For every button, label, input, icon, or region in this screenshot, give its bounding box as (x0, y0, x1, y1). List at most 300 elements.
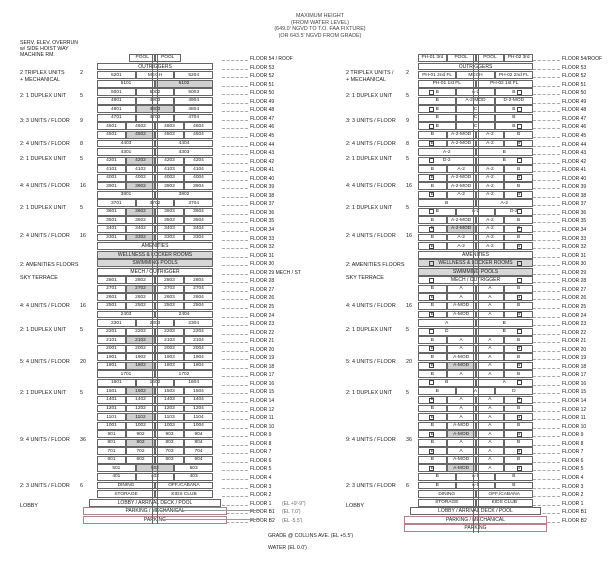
unit-marker (429, 124, 434, 129)
unit-cell: 3403 (155, 225, 184, 233)
unit-cell: A (476, 422, 505, 430)
unit-marker (429, 363, 434, 368)
unit-count: 5 (406, 327, 409, 333)
unit-cell: 3801 (97, 191, 155, 199)
unit-cell: A (456, 387, 494, 395)
unit-cell: 4101 (97, 165, 126, 173)
section-mark (214, 270, 222, 276)
floor-leader-line (533, 137, 560, 138)
floor-band: LOBBY / ARRIVAL DECK / POOL (410, 507, 541, 515)
unit-cell: B (418, 122, 456, 130)
unit-cell: 601 (97, 456, 126, 464)
unit-cell: 4901 (97, 97, 136, 105)
unit-cell: B (418, 97, 456, 105)
unit-cell: A-2 (447, 191, 476, 199)
floor-label: FLOOR 42 (250, 158, 275, 165)
unit-group-label: 3: 3 UNITS / FLOOR (20, 118, 70, 124)
floor-leader-line (533, 317, 560, 318)
unit-cell: B (504, 405, 533, 413)
unit-group-label: 2: 4 UNITS / FLOOR (20, 233, 70, 239)
unit-cell: 3503 (155, 216, 184, 224)
unit-cell: B (504, 370, 533, 378)
floor-label: FLOOR 46 (562, 124, 587, 131)
unit-cell: 2104 (184, 336, 213, 344)
floor-leader-line (222, 317, 248, 318)
unit-cell: 1503 (155, 387, 184, 395)
floor-label: FLOOR 8 (250, 440, 272, 447)
unit-cell: B (504, 165, 533, 173)
unit-marker (429, 209, 434, 214)
unit-count: 5 (80, 327, 83, 333)
floor-label: FLOOR 5 (562, 466, 584, 473)
unit-cell: B (504, 140, 533, 148)
unit-marker (517, 449, 522, 454)
unit-cell: 1702 (155, 370, 213, 378)
floor-band: PARKING / MECHANICAL (404, 516, 547, 524)
unit-cell: 1802 (126, 362, 155, 370)
section-mark (214, 466, 222, 472)
floor-label: FLOOR 54 / ROOF (250, 56, 293, 62)
unit-cell: 4503 (155, 131, 184, 139)
floor-band: WELLNESS & LOCKER ROOMS (418, 259, 533, 267)
unit-marker (517, 295, 522, 300)
unit-cell: A (476, 464, 505, 472)
floor-label: FLOOR 11 (562, 415, 586, 422)
unit-marker (517, 192, 522, 197)
floor-label: FLOOR 54/ROOF (562, 56, 603, 62)
unit-group-label: LOBBY (20, 503, 38, 509)
floor-label: FLOOR 46 (250, 124, 275, 131)
unit-cell: 3603 (155, 208, 184, 216)
unit-cell: DINING (418, 490, 476, 498)
unit-cell: 5102 (155, 80, 213, 88)
unit-cell: 2701 (97, 285, 126, 293)
unit-cell: 603 (155, 456, 184, 464)
unit-cell: A (447, 447, 476, 455)
unit-marker (517, 432, 522, 437)
section-mark (214, 458, 222, 464)
floor-label: FLOOR 16 (250, 380, 275, 387)
unit-cell: 2403 (97, 311, 155, 319)
unit-cell: A-2 (476, 140, 505, 148)
unit-cell: 4602 (126, 122, 155, 130)
unit-cell: A-2 (418, 148, 476, 156)
floor-label: FLOOR 49 (250, 98, 275, 105)
section-mark (214, 492, 222, 498)
unit-marker (517, 312, 522, 317)
unit-cell: B (418, 174, 447, 182)
unit-cell: 804 (184, 439, 213, 447)
floor-label: FLOOR 7 (250, 449, 272, 456)
floor-label: FLOOR 22 (250, 329, 275, 336)
unit-cell: 2201 (97, 328, 126, 336)
unit-cell: A-MOD (447, 302, 476, 310)
floor-leader-line (222, 393, 248, 394)
unit-cell: 4701 (97, 114, 136, 122)
unit-cell: 1804 (184, 362, 213, 370)
unit-cell: 4903 (136, 97, 175, 105)
floor-band: OUTRIGGERS (418, 63, 533, 71)
floor-label: FLOOR 11 (250, 415, 274, 422)
floor-leader-line (222, 248, 248, 249)
floor-leader-line (533, 445, 560, 446)
floor-leader-line (222, 445, 248, 446)
section-mark (214, 304, 222, 310)
unit-cell: 3501 (97, 216, 126, 224)
floor-label: FLOOR 20 (562, 346, 587, 353)
section-mark (214, 475, 222, 481)
unit-group-label: 9: 4 UNITS / FLOOR (346, 437, 396, 443)
unit-cell: A-2 (476, 131, 505, 139)
unit-marker (429, 432, 434, 437)
floor-leader-line (533, 197, 560, 198)
unit-cell: 3301 (97, 234, 126, 242)
section-mark (214, 398, 222, 404)
unit-cell: B (418, 387, 456, 395)
floor-leader-line (222, 163, 248, 164)
unit-cell: B (418, 114, 456, 122)
unit-cell: 3402 (126, 225, 155, 233)
floor-label: FLOOR 26 (250, 295, 275, 302)
unit-cell: B (418, 242, 447, 250)
unit-cell: PH-01 2nd FL (418, 71, 456, 79)
unit-marker (429, 295, 434, 300)
unit-cell: 602 (126, 456, 155, 464)
floor-band: AMENITIES (97, 242, 213, 250)
floor-leader-line (222, 368, 248, 369)
unit-cell: A-MOD (447, 353, 476, 361)
unit-cell: 903 (155, 430, 184, 438)
unit-cell: B (418, 234, 447, 242)
section-mark (214, 159, 222, 165)
unit-cell: 3701 (97, 199, 136, 207)
unit-cell: A (476, 396, 505, 404)
unit-cell: A (476, 293, 505, 301)
unit-count: 5 (406, 156, 409, 162)
floor-leader-line (533, 342, 560, 343)
unit-cell: A-2-MOD (447, 225, 476, 233)
unit-cell: 5003 (174, 88, 213, 96)
section-mark (214, 407, 222, 413)
floor-leader-line (533, 111, 560, 112)
unit-marker (517, 346, 522, 351)
unit-cell: 501 (97, 464, 136, 472)
max-height-line: MAXIMUM HEIGHT (296, 13, 344, 19)
floor-label: FLOOR 40 (250, 175, 275, 182)
floor-leader-line (533, 231, 560, 232)
unit-cell: 4003 (155, 174, 184, 182)
unit-cell: B (476, 157, 534, 165)
floor-label: FLOOR 39 (250, 184, 275, 191)
unit-marker (517, 107, 522, 112)
unit-marker (429, 107, 434, 112)
unit-cell: A (476, 345, 505, 353)
unit-cell: 4103 (155, 165, 184, 173)
unit-cell: 3903 (155, 182, 184, 190)
unit-cell: 2602 (126, 293, 155, 301)
unit-cell: 1904 (184, 353, 213, 361)
floor-label: FLOOR 29 (562, 269, 587, 276)
section-mark (214, 432, 222, 438)
unit-cell: 3303 (155, 234, 184, 242)
unit-cell: B (418, 302, 447, 310)
floor-band: LOBBY / ARRIVAL DECK / POOL (89, 499, 221, 507)
unit-cell: 3404 (184, 225, 213, 233)
floor-leader-line (222, 334, 248, 335)
unit-cell: 1502 (126, 387, 155, 395)
floor-leader-line (533, 299, 560, 300)
unit-marker (429, 312, 434, 317)
floor-leader-line (222, 274, 248, 275)
unit-marker (517, 363, 522, 368)
unit-cell: A (476, 405, 505, 413)
floor-leader-line (533, 205, 560, 206)
floor-band: AMENITIES (418, 251, 533, 259)
unit-cell: B (495, 473, 533, 481)
unit-cell: 1402 (126, 396, 155, 404)
unit-cell: A-2-MOD (456, 97, 494, 105)
unit-cell: PH-02 1st FL (476, 80, 534, 88)
unit-cell: 4203 (155, 157, 184, 165)
unit-cell: A-1 (456, 482, 494, 490)
floor-label: FLOOR 31 (562, 252, 587, 259)
unit-cell: 1901 (97, 353, 126, 361)
floor-label: FLOOR 6 (250, 457, 272, 464)
floor-leader-line (533, 419, 560, 420)
unit-cell: 901 (97, 430, 126, 438)
floor-label: FLOOR 28 (250, 278, 275, 285)
unit-cell: B (504, 336, 533, 344)
floor-leader-line (222, 265, 248, 266)
unit-cell: A-2-MOD (447, 216, 476, 224)
floor-label: FLOOR 1 (562, 500, 584, 507)
unit-cell: B (476, 328, 534, 336)
floor-leader-line (533, 462, 560, 463)
floor-label: FLOOR 24 (250, 312, 275, 319)
unit-marker (517, 209, 522, 214)
unit-cell: 4303 (155, 148, 213, 156)
unit-cell: B (418, 405, 447, 413)
note-line: MACHINE RM. (20, 52, 55, 58)
unit-cell: A (476, 285, 505, 293)
unit-cell: A (476, 336, 505, 344)
section-mark (214, 253, 222, 259)
section-mark (214, 99, 222, 105)
unit-marker (517, 329, 522, 334)
unit-cell: 701 (97, 447, 126, 455)
unit-cell: A (447, 405, 476, 413)
unit-marker (429, 449, 434, 454)
floor-leader-line (222, 411, 248, 412)
unit-marker (517, 278, 522, 283)
unit-cell: PH-02 2nd FL (495, 71, 533, 79)
section-mark (214, 484, 222, 490)
floor-label: FLOOR 32 (250, 244, 275, 251)
unit-cell: 1803 (155, 362, 184, 370)
unit-marker (429, 192, 434, 197)
unit-cell: 2101 (97, 336, 126, 344)
floor-band: OUTRIGGERS (97, 63, 213, 71)
unit-cell: A (476, 413, 505, 421)
unit-cell: 1404 (184, 396, 213, 404)
grade-line (160, 510, 260, 511)
floor-label: FLOOR 30 (250, 261, 275, 268)
section-mark (214, 116, 222, 122)
floor-label: FLOOR 29 MECH / ST (250, 269, 301, 276)
unit-cell: B (504, 182, 533, 190)
floor-label: FLOOR 45 (250, 132, 275, 139)
floor-label: FLOOR 26 (562, 295, 587, 302)
unit-cell: D (495, 387, 533, 395)
floor-label: FLOOR 7 (562, 449, 584, 456)
unit-count: 5 (80, 205, 83, 211)
section-mark (214, 278, 222, 284)
unit-cell: B (418, 345, 447, 353)
unit-count: 20 (80, 359, 86, 365)
floor-leader-line (222, 197, 248, 198)
unit-group-label: SKY TERRACE (346, 275, 384, 281)
unit-count: 5 (406, 390, 409, 396)
unit-cell: A (476, 370, 505, 378)
unit-count: 5 (80, 93, 83, 99)
floor-leader-line (533, 257, 560, 258)
unit-cell: A-MOD (447, 456, 476, 464)
floor-leader-line (533, 393, 560, 394)
section-mark (214, 381, 222, 387)
unit-cell: 702 (126, 447, 155, 455)
floor-leader-line (533, 154, 560, 155)
floor-leader-line (533, 60, 560, 61)
unit-marker (429, 90, 434, 95)
floor-leader-line (533, 120, 560, 121)
unit-cell: B (504, 293, 533, 301)
floor-label: FLOOR 8 (562, 440, 584, 447)
floor-leader-line (222, 453, 248, 454)
unit-marker (517, 227, 522, 232)
section-mark (214, 218, 222, 224)
max-height-line: (649.0' NGVD TO T.O. FAA FIXTURE) (274, 26, 366, 33)
unit-cell: B (418, 439, 447, 447)
floor-leader-line (222, 94, 248, 95)
elevator-core (473, 54, 479, 533)
water-line (160, 519, 260, 520)
section-mark (214, 133, 222, 139)
unit-cell: A (476, 439, 505, 447)
section-mark (214, 389, 222, 395)
unit-cell: 2804 (184, 276, 213, 284)
unit-cell: B (495, 88, 533, 96)
unit-cell: 3802 (155, 191, 213, 199)
unit-cell: 2601 (97, 293, 126, 301)
unit-cell: A-2 (476, 216, 505, 224)
unit-cell: B (418, 285, 447, 293)
floor-label: FLOOR 53 (562, 64, 587, 71)
floor-label: FLOOR 14 (562, 398, 587, 404)
unit-cell: 3702 (136, 199, 175, 207)
floor-leader-line (533, 359, 560, 360)
floor-label: FLOOR 9 (562, 432, 584, 439)
unit-cell: 1701 (97, 370, 155, 378)
floor-leader-line (222, 308, 248, 309)
unit-group-label: + MECHANICAL (20, 77, 60, 83)
unit-cell: B (418, 88, 456, 96)
floor-label: FLOOR B1 (250, 509, 275, 516)
unit-cell: B (504, 242, 533, 250)
section-mark (214, 313, 222, 319)
unit-cell: 2604 (184, 293, 213, 301)
section-mark (214, 236, 222, 242)
unit-group-label: 2: 1 DUPLEX UNIT (20, 327, 67, 333)
floor-leader-line (533, 282, 560, 283)
unit-cell: DINING (97, 482, 155, 490)
unit-cell: A-2 (476, 199, 534, 207)
unit-cell: 1604 (174, 379, 213, 387)
unit-cell: 4801 (97, 105, 136, 113)
unit-cell: B (418, 353, 447, 361)
floor-leader-line (222, 214, 248, 215)
unit-group-label: 2: 1 DUPLEX UNIT (346, 93, 393, 99)
floor-label: FLOOR 44 (562, 141, 587, 148)
unit-cell: 2301 (97, 319, 136, 327)
floor-band: WELLNESS & LOCKER ROOMS (97, 251, 213, 259)
floor-label: FLOOR 43 (562, 150, 587, 157)
unit-marker (517, 124, 522, 129)
unit-cell: B (504, 362, 533, 370)
unit-cell: A (447, 293, 476, 301)
unit-cell: D-2 (418, 157, 476, 165)
unit-cell: 3704 (174, 199, 213, 207)
unit-cell: 2202 (126, 328, 155, 336)
unit-cell: 2004 (184, 345, 213, 353)
floor-band: SWIMMING POOLS (418, 268, 533, 276)
unit-cell: A-MOD (447, 422, 476, 430)
floor-label: FLOOR 4 (562, 474, 584, 481)
floor-label: FLOOR 38 (250, 192, 275, 199)
unit-cell: B (418, 362, 447, 370)
unit-marker (429, 244, 434, 249)
section-mark (214, 321, 222, 327)
floor-label: FLOOR 19 (562, 355, 587, 362)
unit-cell: B (418, 105, 456, 113)
floor-leader-line (222, 325, 248, 326)
unit-cell: 2802 (126, 276, 155, 284)
floor-leader-line (533, 470, 560, 471)
floor-leader-line (533, 128, 560, 129)
unit-marker (517, 415, 522, 420)
unit-cell: 4603 (155, 122, 184, 130)
floor-leader-line (222, 470, 248, 471)
unit-cell: 4803 (136, 105, 175, 113)
floor-leader-line (533, 274, 560, 275)
unit-cell: 402 (136, 473, 175, 481)
floor-leader-line (222, 436, 248, 437)
unit-cell: 3604 (184, 208, 213, 216)
floor-label: FLOOR 15 (562, 389, 587, 396)
floor-label: FLOOR 3 (562, 483, 584, 490)
floor-leader-line (533, 214, 560, 215)
floor-leader-line (222, 180, 248, 181)
unit-cell: 4601 (97, 122, 126, 130)
unit-cell: 4502 (126, 131, 155, 139)
unit-count: 16 (406, 183, 412, 189)
unit-marker (517, 158, 522, 163)
floor-label: FLOOR 49 (562, 98, 587, 105)
floor-label: FLOOR 50 (562, 90, 587, 97)
floor-label: FLOOR 36 (562, 209, 587, 216)
unit-cell: 1801 (97, 362, 126, 370)
note-line: SERV. ELEV. OVERRUN (20, 40, 79, 46)
floor-label: FLOOR 9 (250, 432, 272, 439)
